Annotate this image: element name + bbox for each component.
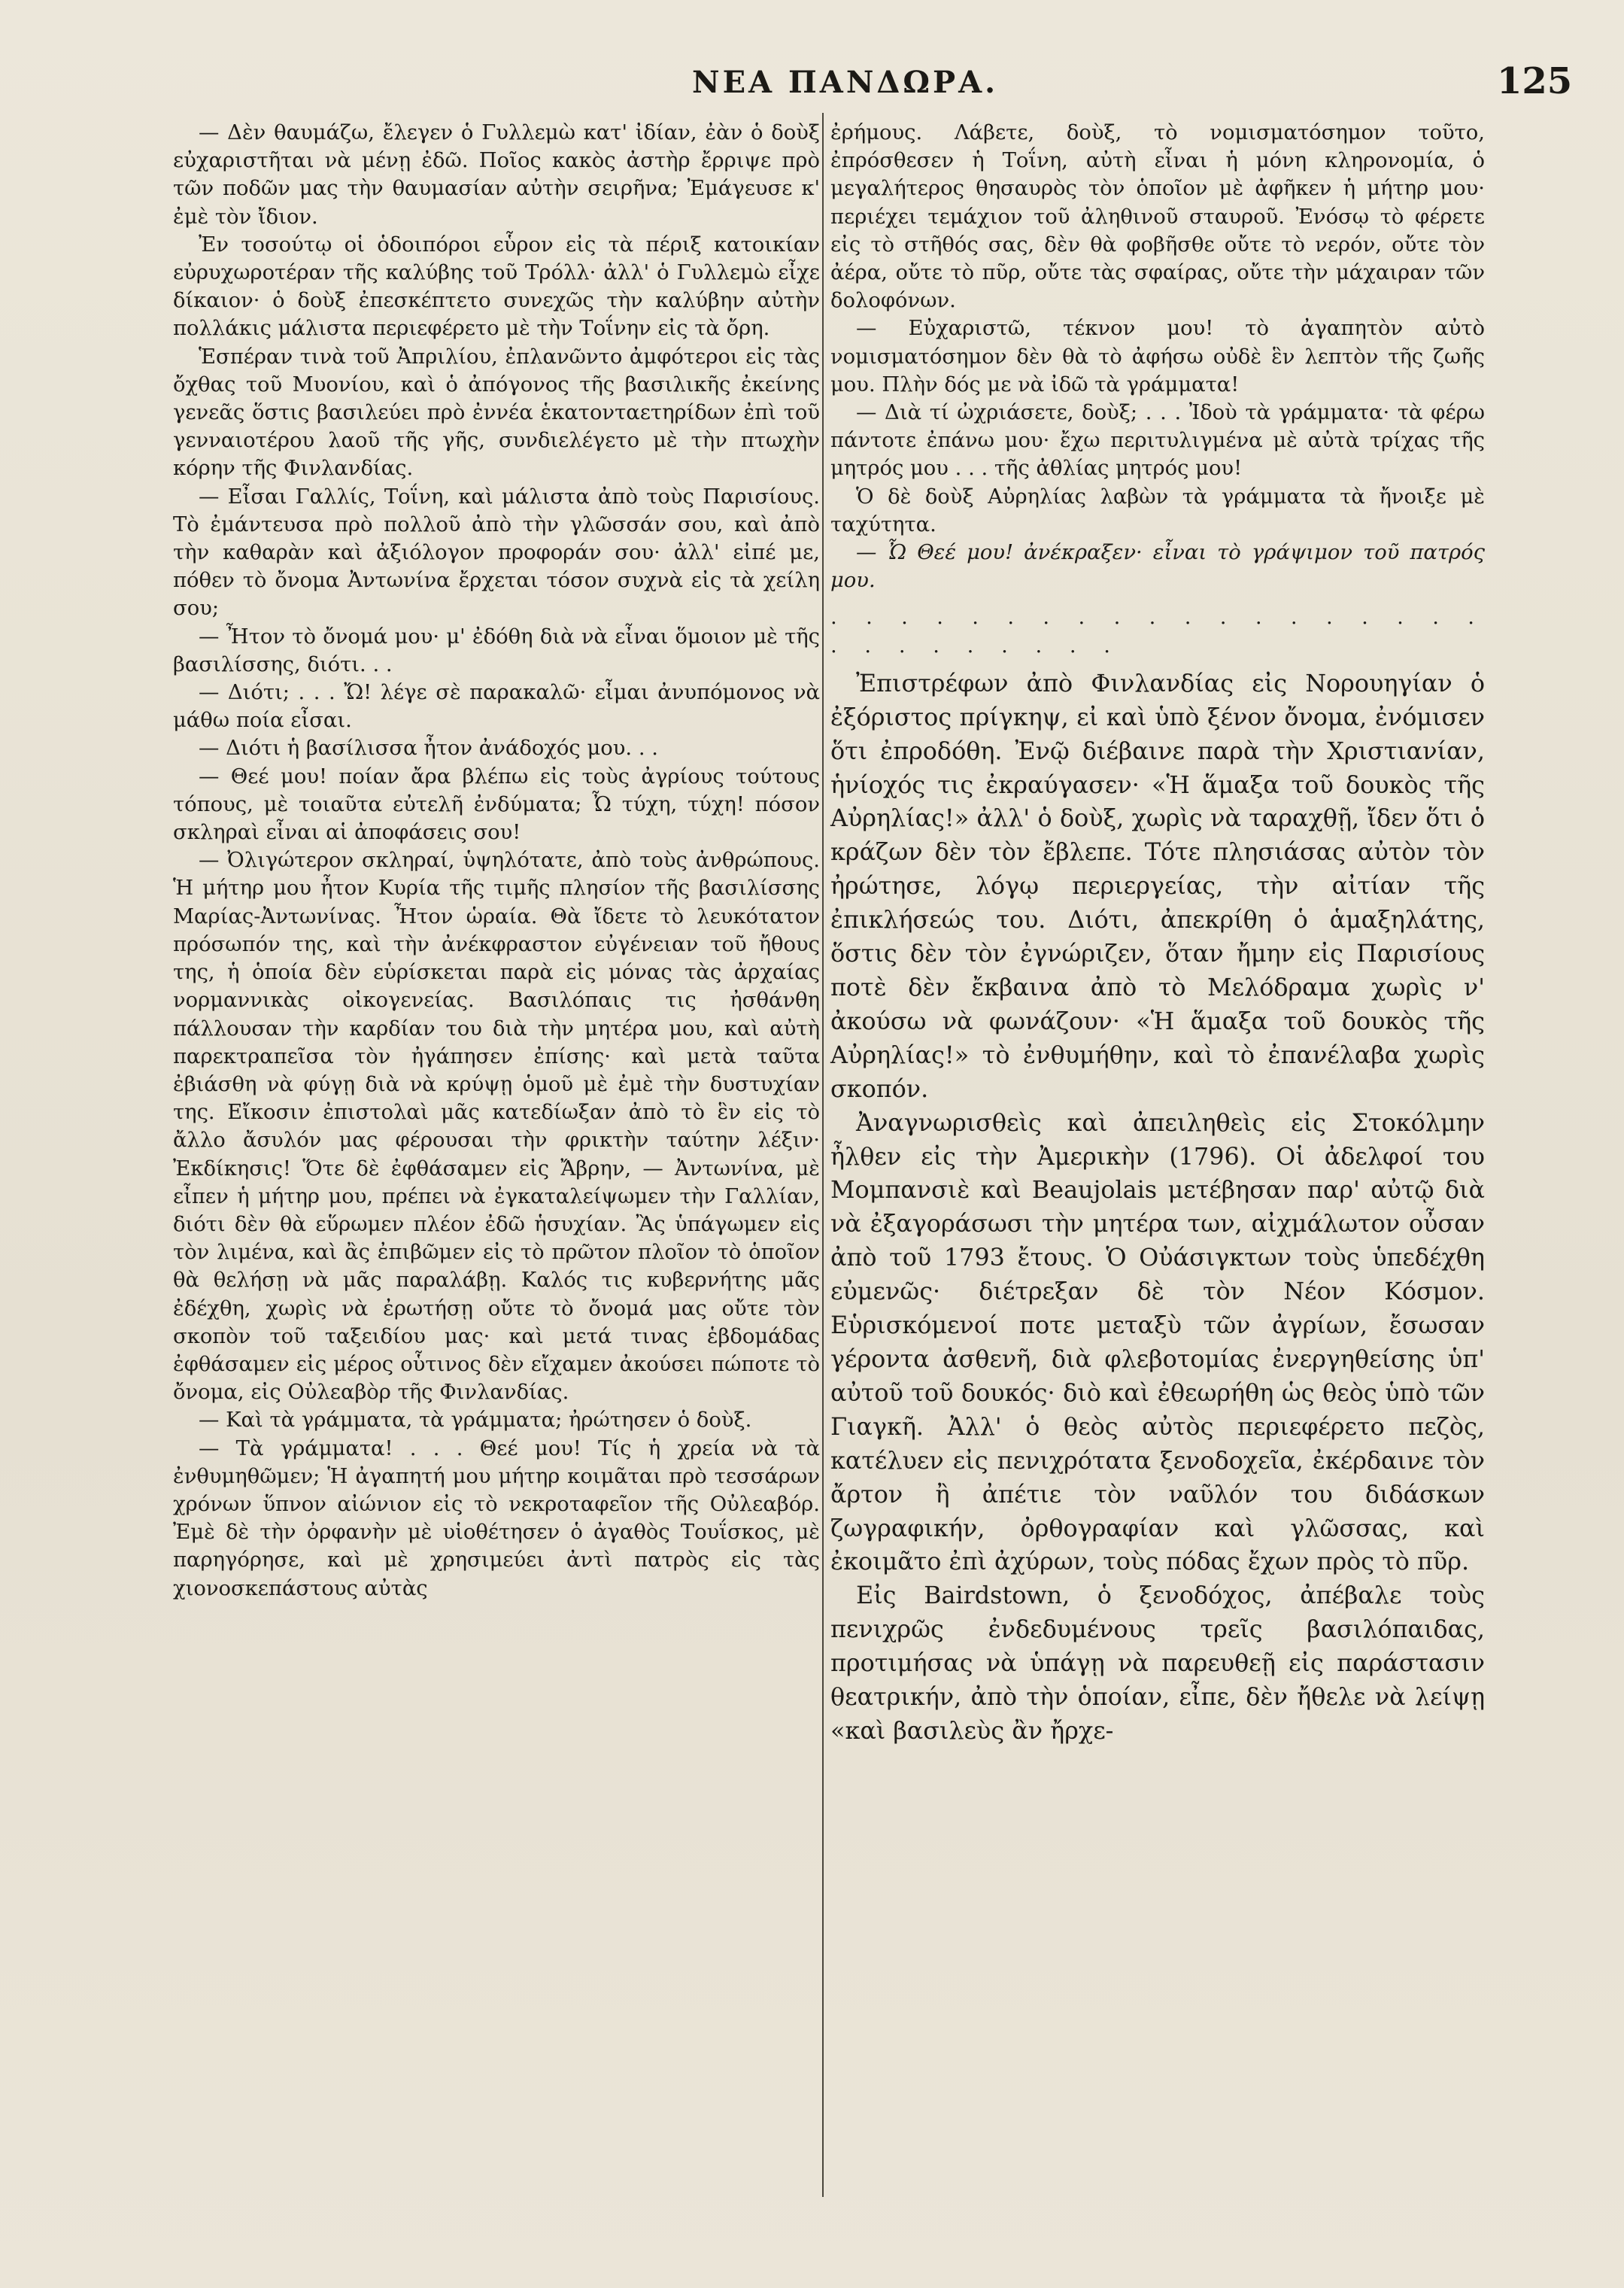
paragraph: — Ὦ Θεέ μου! ἀνέκραξεν· εἶναι τὸ γράψιμον τοῦ πατρός μου. [830, 541, 1485, 593]
section-separator: . . . . . . . . . . . . . . . . . . . . . . . . . . . . [830, 606, 1485, 658]
page-number: 125 [1497, 60, 1573, 102]
paragraph: — Καὶ τὰ γράμματα, τὰ γράμματα; ἠρώτησεν ὁ δοὺξ. [199, 1408, 752, 1433]
paragraph: Ἑσπέραν τινὰ τοῦ Ἀπριλίου, ἐπλανῶντο ἀμφότεροι εἰς τὰς ὄχθας τοῦ Μυονίου, καὶ ὁ ἀπόγονος τῆς βασιλικῆς ἐκείνης γενεᾶς ὅστις βασιλεύει πρὸ ἐννέα ἑκατονταετηρίδων ἐπὶ τοῦ γενναιοτέρου λαοῦ τῆς γῆς, συνδιελέγετο μὲ τὴν πτωχὴν κόρην τῆς Φινλανδίας. [173, 345, 820, 481]
paragraph: — Διὰ τί ὠχριάσετε, δοὺξ; . . . Ἰδοὺ τὰ γράμματα· τὰ φέρω πάντοτε ἐπάνω μου· ἔχω περιτυλιγμένα μὲ αὐτὰ τρίχας τῆς μητρός μου . . . τῆς ἀθλίας μητρός μου! [830, 401, 1485, 481]
paragraph: — Εὐχαριστῶ, τέκνον μου! τὸ ἀγαπητὸν αὐτὸ νομισματόσημον δὲν θὰ τὸ ἀφήσω οὐδὲ ἓν λεπτὸν τῆς ζωῆς μου. Πλὴν δός με νὰ ἰδῶ τὰ γράμματα! [830, 317, 1485, 397]
running-title: ΝΕΑ ΠΑΝΔΩΡΑ. [692, 65, 999, 100]
paragraph: Ἐπιστρέφων ἀπὸ Φινλανδίας εἰς Νορουηγίαν ὁ ἐξόριστος πρίγκηψ, εἰ καὶ ὑπὸ ξένον ὄνομα, ἐνόμισεν ὅτι ἐπροδόθη. Ἐνῷ διέβαινε παρὰ τὴν Χριστιανίαν, ἡνίοχός τις ἐκραύγασεν· «Ἡ ἅμαξα τοῦ δουκὸς τῆς Αὐρηλίας!» ἀλλ' ὁ δοὺξ, χωρὶς νὰ ταραχθῇ, ἴδεν ὅτι ὁ κράζων δὲν τὸν ἔβλεπε. Τότε πλησιάσας αὐτὸν τὸν ἠρώτησε, λόγῳ περιεργείας, τὴν αἰτίαν τῆς ἐπικλήσεώς του. Διότι, ἀπεκρίθη ὁ ἁμαξηλάτης, ὅστις δὲν τὸν ἐγνώριζεν, ὅταν ἤμην εἰς Παρισίους ποτὲ δὲν ἔκβαινα ἀπὸ τὸ Μελόδραμα χωρὶς ν' ἀκούσω νὰ φωνάζουν· «Ἡ ἅμαξα τοῦ δουκὸς τῆς Αὐρηλίας!» τὸ ἐνθυμήθην, καὶ τὸ ἐπανέλαβα χωρὶς σκοπόν. [830, 669, 1485, 1103]
paragraph: Ἐν τοσούτῳ οἱ ὁδοιπόροι εὗρον εἰς τὰ πέριξ κατοικίαν εὐρυχωροτέραν τῆς καλύβης τοῦ Τρόλλ· ἀλλ' ὁ Γυλλεμὼ εἶχε δίκαιον· ὁ δοὺξ ἐπεσκέπτετο συνεχῶς τὴν καλύβην αὐτὴν πολλάκις μάλιστα περιεφέρετο μὲ τὴν Τοΐνην εἰς τὰ ὄρη. [173, 232, 820, 341]
paragraph: Ἀναγνωρισθεὶς καὶ ἀπειληθεὶς εἰς Στοκόλμην ἦλθεν εἰς τὴν Ἀμερικὴν (1796). Οἱ ἀδελφοί του Μομπανσιὲ καὶ Beaujolais μετέβησαν παρ' αὐτῷ διὰ νὰ ἐξαγοράσωσι τὴν μητέρα των, αἰχμάλωτον οὖσαν ἀπὸ τοῦ 1793 ἔτους. Ὁ Οὐάσιγκτων τοὺς ὑπεδέχθη εὐμενῶς· διέτρεξαν δὲ τὸν Νέον Κόσμον. Εὑρισκόμενοί ποτε μεταξὺ τῶν ἀγρίων, ἔσωσαν γέροντα ἀσθενῆ, διὰ φλεβοτομίας ἐνεργηθείσης ὑπ' αὐτοῦ τοῦ δουκός· διὸ καὶ ἐθεωρήθη ὡς θεὸς ὑπὸ τῶν Γιαγκῆ. Ἀλλ' ὁ θεὸς αὐτὸς περιεφέρετο πεζὸς, κατέλυεν εἰς πενιχρότατα ξενοδοχεῖα, ἐκέρδαινε τὸν ἄρτον ἢ ἀπέτιε τὸν ναῦλόν του διδάσκων ζωγραφικήν, ὀρθογραφίαν καὶ γλῶσσας, καὶ ἐκοιμᾶτο ἐπὶ ἀχύρων, τοὺς πόδας ἔχων πρὸς τὸ πῦρ. [830, 1108, 1485, 1576]
running-head [0, 59, 1624, 104]
right-column [830, 119, 1485, 1749]
paragraph: — Εἶσαι Γαλλίς, Τοΐνη, καὶ μάλιστα ἀπὸ τοὺς Παρισίους. Τὸ ἐμάντευσα πρὸ πολλοῦ ἀπὸ τὴν γλῶσσάν σου, καὶ ἀπὸ τὴν καθαρὰν καὶ ἀξιόλογον προφοράν σου· ἀλλ' εἰπέ με, πόθεν τὸ ὄνομα Ἀντωνίνα ἔρχεται τόσον συχνὰ εἰς τὰ χείλη σου; [173, 485, 820, 621]
left-column [173, 119, 820, 1603]
paragraph: ἐρήμους. Λάβετε, δοὺξ, τὸ νομισματόσημον τοῦτο, ἐπρόσθεσεν ἡ Τοΐνη, αὐτὴ εἶναι ἡ μόνη κληρονομία, ὁ μεγαλήτερος θησαυρὸς τὸν ὁποῖον μὲ ἀφῆκεν ἡ μήτηρ μου· περιέχει τεμάχιον τοῦ ἀληθινοῦ σταυροῦ. Ἐνόσῳ τὸ φέρετε εἰς τὸ στῆθός σας, δὲν θὰ φοβῆσθε οὔτε τὸ νερόν, οὔτε τὸν ἀέρα, οὔτε τὸ πῦρ, οὔτε τὰς σφαίρας, οὔτε τὴν μάχαιραν τῶν δολοφόνων. [830, 121, 1485, 313]
paragraph: — Θεέ μου! ποίαν ἄρα βλέπω εἰς τοὺς ἀγρίους τούτους τόπους, μὲ τοιαῦτα εὐτελῆ ἐνδύματα; Ὦ τύχη, τύχη! πόσον σκληραὶ εἶναι αἱ ἀποφάσεις σου! [173, 764, 820, 845]
paragraph: — Διότι; . . . Ὤ! λέγε σὲ παρακαλῶ· εἶμαι ἀνυπόμονος νὰ μάθω ποία εἶσαι. [173, 681, 820, 733]
paragraph: — Ὀλιγώτερον σκληραί, ὑψηλότατε, ἀπὸ τοὺς ἀνθρώπους. Ἡ μήτηρ μου ἦτον Κυρία τῆς τιμῆς πλησίον τῆς βασιλίσσης Μαρίας-Ἀντωνίνας. Ἦτον ὡραία. Θὰ ἴδετε τὸ λευκότατον πρόσωπόν της, καὶ τὴν ἀνέκφραστον εὐγένειαν τοῦ ἤθους της, ἡ ὁποία δὲν εὑρίσκεται παρὰ εἰς μόνας τὰς ἀρχαίας νορμαννικὰς οἰκογενείας. Βασιλόπαις τις ἠσθάνθη πάλλουσαν τὴν καρδίαν του διὰ τὴν μητέρα μου, καὶ αὐτὴ παρεκτραπεῖσα τὸν ἠγάπησεν ἐπίσης· καὶ μετὰ ταῦτα ἐβιάσθη νὰ φύγῃ διὰ νὰ κρύψῃ ὁμοῦ μὲ ἐμὲ τὴν δυστυχίαν της. Εἴκοσιν ἐπιστολαὶ μᾶς κατεδίωξαν ἀπὸ τὸ ἓν εἰς τὸ ἄλλο ἄσυλόν μας φέρουσαι τὴν φρικτὴν ταύτην λέξιν· Ἐκδίκησις! Ὅτε δὲ ἐφθάσαμεν εἰς Ἄβρην, — Ἀντωνίνα, μὲ εἶπεν ἡ μήτηρ μου, πρέπει νὰ ἐγκαταλείψωμεν τὴν Γαλλίαν, διότι δὲν θὰ εὕρωμεν πλέον ἐδῶ ἡσυχίαν. Ἂς ὑπάγωμεν εἰς τὸν λιμένα, καὶ ἂς ἐπιβῶμεν εἰς τὸ πρῶτον πλοῖον τὸ ὁποῖον θὰ θελήσῃ νὰ μᾶς παραλάβῃ. Καλός τις κυβερνήτης μᾶς ἐδέχθη, χωρὶς νὰ ἐρωτήσῃ οὔτε τὸ ὄνομά μας οὔτε τὸν σκοπὸν τοῦ ταξειδίου μας· καὶ μετά τινας ἑβδομάδας ἐφθάσαμεν εἰς μέρος οὗτινος δὲν εἴχαμεν ἀκούσει πώποτε τὸ ὄνομα, εἰς Οὐλεαβὸρ τῆς Φινλανδίας. [173, 849, 820, 1405]
paragraph: — Δὲν θαυμάζω, ἔλεγεν ὁ Γυλλεμὼ κατ' ἰδίαν, ἐὰν ὁ δοὺξ εὐχαριστῆται νὰ μένῃ ἐδῶ. Ποῖος κακὸς ἀστὴρ ἔρριψε πρὸ τῶν ποδῶν μας τὴν θαυμασίαν αὐτὴν σειρῆνα; Ἐμάγευσε κ' ἐμὲ τὸν ἴδιον. [173, 121, 820, 229]
paragraph: — Ἦτον τὸ ὄνομά μου· μ' ἐδόθη διὰ νὰ εἶναι ὅμοιον μὲ τῆς βασιλίσσης, διότι. . . [173, 624, 820, 676]
column-rule [822, 113, 824, 2197]
paragraph: Εἰς Bairdstown, ὁ ξενοδόχος, ἀπέβαλε τοὺς πενιχρῶς ἐνδεδυμένους τρεῖς βασιλόπαιδας, προτιμήσας νὰ ὑπάγῃ νὰ παρευθεῇ εἰς παράστασιν θεατρικήν, ἀπὸ τὴν ὁποίαν, εἶπε, δὲν ἤθελε νὰ λείψῃ «καὶ βασιλεὺς ἂν ἤρχε- [830, 1582, 1485, 1745]
paragraph: Ὁ δὲ δοὺξ Αὐρηλίας λαβὼν τὰ γράμματα τὰ ἤνοιξε μὲ ταχύτητα. [830, 485, 1485, 536]
paragraph: — Διότι ἡ βασίλισσα ἦτον ἀνάδοχός μου. . . [199, 737, 658, 761]
paragraph: — Τὰ γράμματα! . . . Θεέ μου! Τίς ἡ χρεία νὰ τὰ ἐνθυμηθῶμεν; Ἡ ἀγαπητή μου μήτηρ κοιμᾶται πρὸ τεσσάρων χρόνων ὕπνον αἰώνιον εἰς τὸ νεκροταφεῖον τῆς Οὐλεαβόρ. Ἐμὲ δὲ τὴν ὀρφανὴν μὲ υἱοθέτησεν ὁ ἀγαθὸς Τουΐσκος, μὲ παρηγόρησε, καὶ μὲ χρησιμεύει ἀντὶ πατρὸς εἰς τὰς χιονοσκεπάστους αὐτὰς [173, 1436, 820, 1600]
